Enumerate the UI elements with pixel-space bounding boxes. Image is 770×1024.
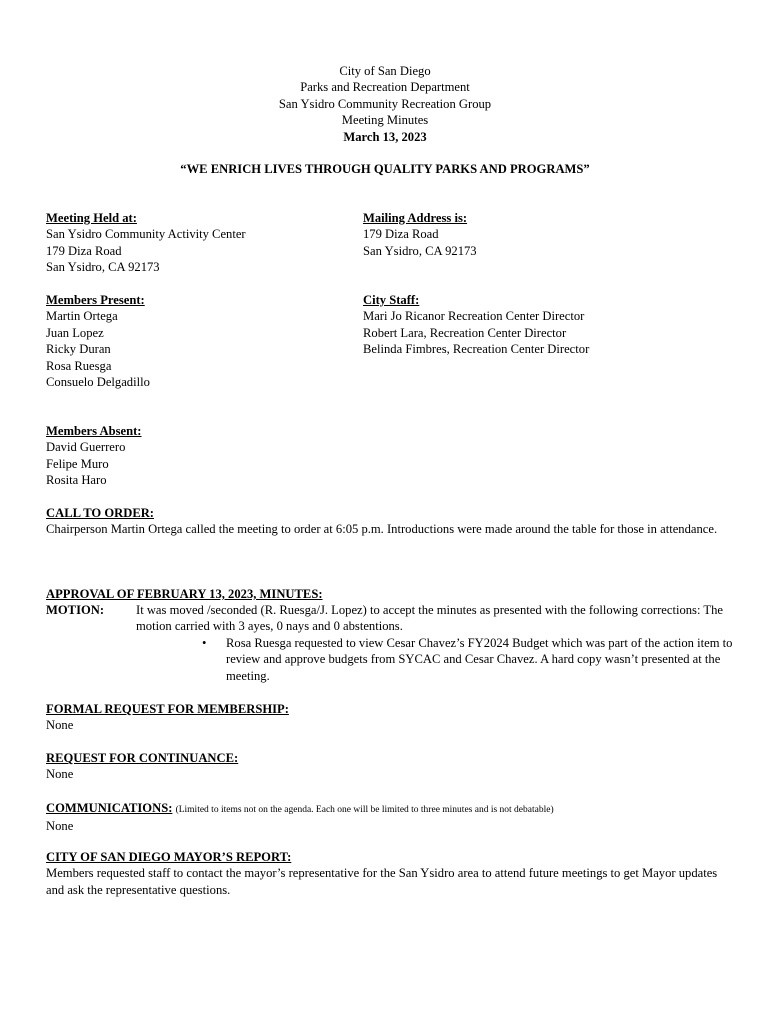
call-to-order-section: [46, 505, 736, 538]
staff-name: Mari Jo Ricanor Recreation Center Director: [363, 309, 585, 324]
mailing-address-heading: Mailing Address is:: [363, 211, 468, 225]
motion-label: MOTION:: [46, 603, 105, 617]
member-name: Rosa Ruesga: [46, 358, 112, 373]
member-name: Martin Ortega: [46, 309, 118, 324]
member-name: Juan Lopez: [46, 325, 104, 340]
motion-text: It was moved /seconded (R. Ruesga/J. Lopez) to accept the minutes as presented with the following corrections: The motion carried with 3 ayes, 0 nays and 0 abstentions.: [136, 603, 723, 634]
formal-request-text: None: [46, 718, 74, 733]
absent-member-name: Rosita Haro: [46, 473, 107, 488]
location-line: San Ysidro Community Activity Center: [46, 227, 246, 242]
communications-text: None: [46, 819, 74, 834]
approval-heading-wrap: [46, 586, 736, 602]
absent-member-name: Felipe Muro: [46, 456, 109, 471]
approval-heading: APPROVAL OF FEBRUARY 13, 2023, MINUTES:: [46, 587, 323, 601]
staff-name: Belinda Fimbres, Recreation Center Director: [363, 342, 590, 357]
mayors-report-section: [46, 849, 736, 898]
members-present-section: [46, 292, 150, 390]
formal-request-heading: FORMAL REQUEST FOR MEMBERSHIP:: [46, 702, 289, 716]
correction-bullet: Rosa Ruesga requested to view Cesar Chavez’s FY2024 Budget which was part of the action item to review and approve budgets from SYCAC and Cesar Chavez. A hard copy wasn’t presented at the meeting.: [226, 636, 733, 683]
mayors-report-heading: CITY OF SAN DIEGO MAYOR’S REPORT:: [46, 850, 292, 864]
bullet-icon: •: [202, 636, 207, 650]
mailing-line: San Ysidro, CA 92173: [363, 243, 477, 258]
meeting-location-section: [46, 210, 246, 276]
mayors-report-text: Members requested staff to contact the mayor’s representative for the San Ysidro area to attend future meetings to get Mayor updates and ask the representative questions.: [46, 866, 718, 897]
member-name: Consuelo Delgadillo: [46, 375, 150, 390]
city-name: City of San Diego: [339, 64, 431, 78]
document-title: Meeting Minutes: [341, 113, 429, 128]
group-name: San Ysidro Community Recreation Group: [278, 96, 492, 111]
formal-request-section: [46, 701, 736, 734]
location-line: 179 Diza Road: [46, 243, 122, 258]
continuance-heading: REQUEST FOR CONTINUANCE:: [46, 751, 239, 765]
absent-member-name: David Guerrero: [46, 440, 126, 455]
communications-heading: COMMUNICATIONS:: [46, 801, 173, 815]
communications-section: [46, 800, 736, 835]
document-header: [0, 63, 770, 145]
motto: “WE ENRICH LIVES THROUGH QUALITY PARKS AND PROGRAMS”: [180, 162, 590, 176]
mailing-address-section: [363, 210, 477, 259]
city-staff-section: [363, 292, 589, 358]
meeting-date: March 13, 2023: [343, 129, 427, 144]
call-to-order-heading: CALL TO ORDER:: [46, 506, 155, 520]
members-absent-section: [46, 423, 142, 489]
mailing-line: 179 Diza Road: [363, 227, 439, 242]
meeting-held-heading: Meeting Held at:: [46, 211, 137, 225]
call-to-order-text: Chairperson Martin Ortega called the meeting to order at 6:05 p.m. Introductions were made around the table for those in attendance.: [46, 522, 718, 537]
communications-note: (Limited to items not on the agenda. Each one will be limited to three minutes and is not debatable): [175, 805, 554, 815]
continuance-section: [46, 750, 736, 783]
members-present-heading: Members Present:: [46, 293, 145, 307]
city-staff-heading: City Staff:: [363, 293, 420, 307]
staff-name: Robert Lara, Recreation Center Director: [363, 325, 567, 340]
department-name: Parks and Recreation Department: [300, 80, 470, 95]
continuance-text: None: [46, 767, 74, 782]
member-name: Ricky Duran: [46, 342, 111, 357]
location-line: San Ysidro, CA 92173: [46, 260, 160, 275]
members-absent-heading: Members Absent:: [46, 424, 142, 438]
